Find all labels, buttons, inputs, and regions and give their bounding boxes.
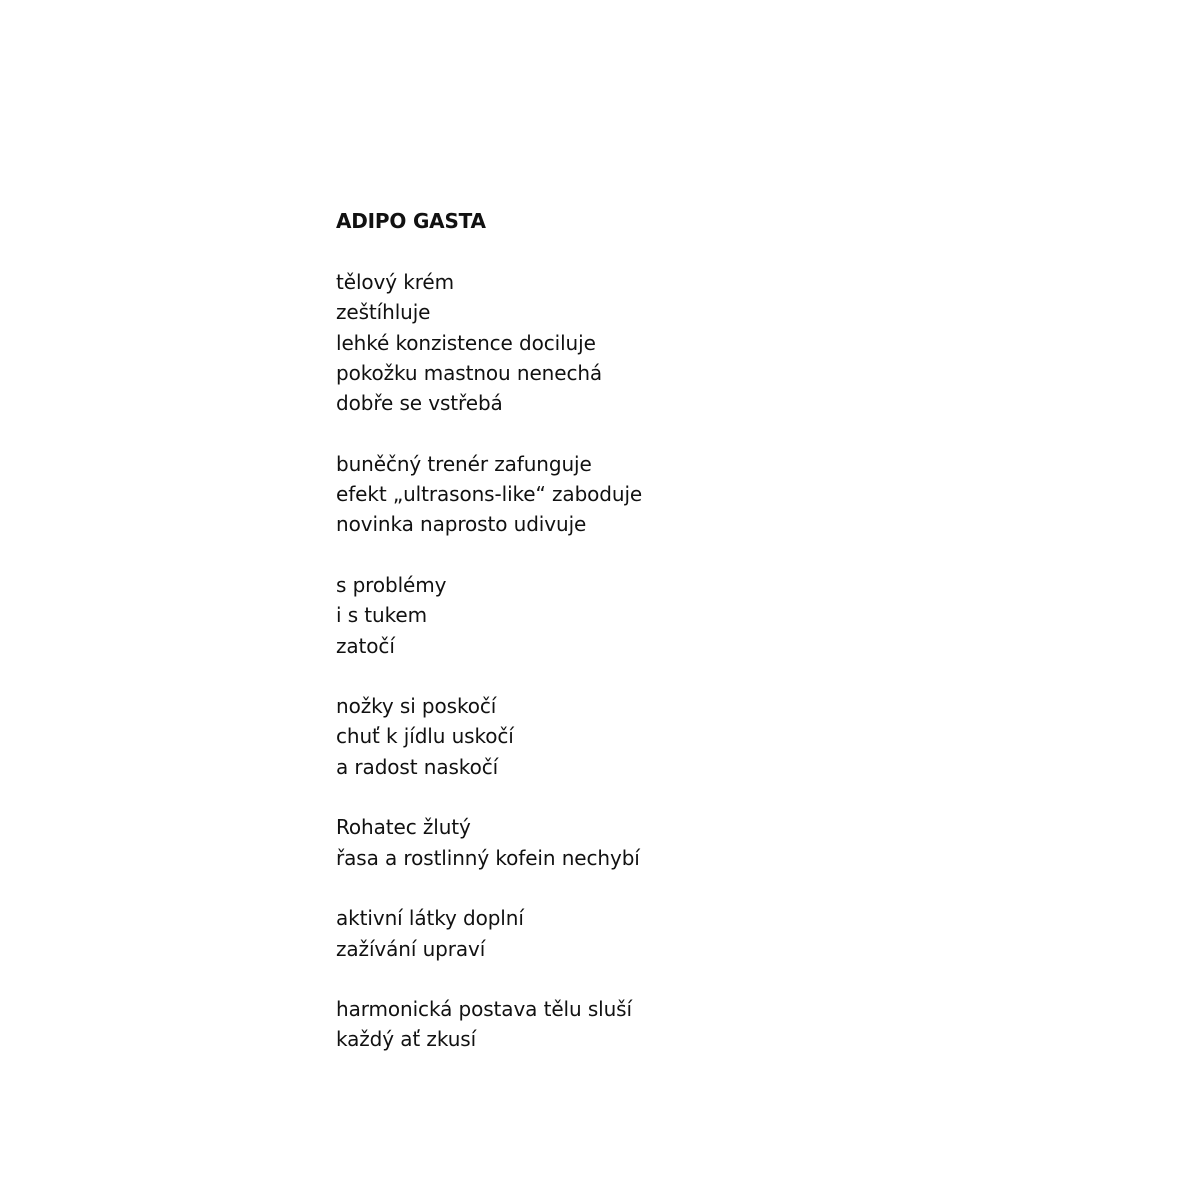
poem-line: a radost naskočí bbox=[336, 754, 499, 779]
poem-line: zeštíhluje bbox=[336, 300, 431, 325]
poem-line: harmonická postava tělu sluší bbox=[336, 997, 632, 1022]
stanza-1 bbox=[336, 267, 1036, 418]
stanza-7 bbox=[336, 994, 1036, 1055]
poem-line: zažívání upraví bbox=[336, 936, 486, 961]
stanza-5 bbox=[336, 812, 1036, 873]
poem-line: i s tukem bbox=[336, 603, 427, 628]
poem-line: zatočí bbox=[336, 633, 395, 658]
poem-line: tělový krém bbox=[336, 270, 455, 294]
stanza-spacer bbox=[336, 418, 1036, 448]
poem-line: chuť k jídlu uskočí bbox=[336, 724, 514, 749]
stanza-4 bbox=[336, 691, 1036, 782]
poem-line: efekt „ultrasons-like“ zaboduje bbox=[336, 482, 643, 507]
poem-line: řasa a rostlinný kofein nechybí bbox=[336, 845, 640, 870]
stanza-spacer bbox=[336, 661, 1036, 691]
poem bbox=[336, 206, 1036, 1055]
poem-line: dobře se vstřebá bbox=[336, 391, 503, 416]
stanza-6 bbox=[336, 903, 1036, 964]
poem-line: buněčný trenér zafunguje bbox=[336, 451, 592, 476]
poem-line: lehké konzistence dociluje bbox=[336, 330, 596, 355]
stanza-spacer bbox=[336, 540, 1036, 570]
title-spacer bbox=[336, 236, 1036, 267]
stanza-2 bbox=[336, 449, 1036, 540]
poem-title: ADIPO GASTA bbox=[336, 209, 486, 233]
poem-line: novinka naprosto udivuje bbox=[336, 512, 587, 537]
poem-line: každý ať zkusí bbox=[336, 1027, 477, 1052]
stanza-spacer bbox=[336, 782, 1036, 812]
poem-line: aktivní látky doplní bbox=[336, 906, 524, 931]
poem-line: nožky si poskočí bbox=[336, 694, 497, 719]
poem-line: pokožku mastnou nenechá bbox=[336, 360, 603, 385]
stanza-3 bbox=[336, 570, 1036, 661]
poem-line: Rohatec žlutý bbox=[336, 815, 471, 840]
stanza-spacer bbox=[336, 873, 1036, 903]
stanza-spacer bbox=[336, 964, 1036, 994]
poem-line: s problémy bbox=[336, 572, 447, 597]
